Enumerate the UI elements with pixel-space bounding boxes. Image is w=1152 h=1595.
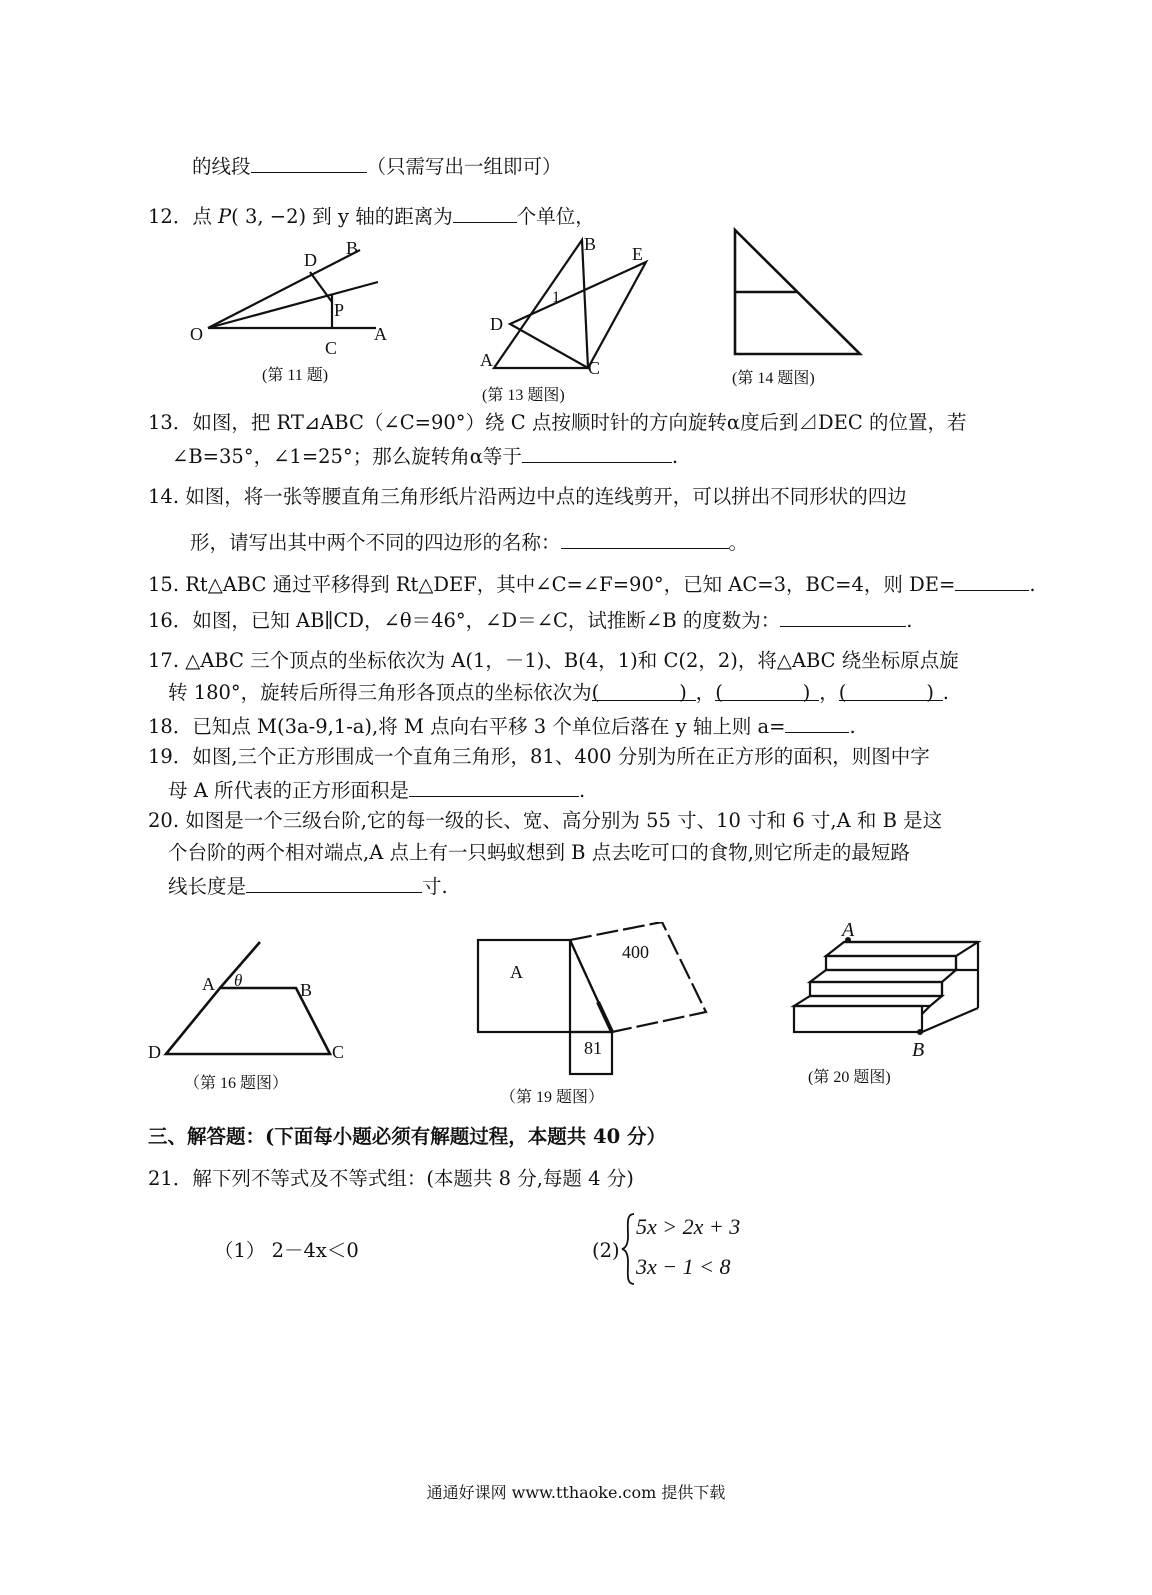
section-3-title: 三、解答题：(下面每小题必须有解题过程，本题共 40 分）: [148, 1125, 666, 1148]
paren-open: (: [715, 681, 723, 704]
q17-line2-prefix: 转 180°，旋转后所得三角形各顶点的坐标依次为: [168, 681, 592, 704]
fig13-label-e: E: [632, 244, 643, 264]
fig13-label-1: 1: [552, 289, 560, 306]
fig13-label-b: B: [584, 234, 597, 254]
question-14-line2: [190, 528, 748, 556]
coordinate-blank-2: [715, 680, 819, 704]
coordinate-blank-1: [591, 680, 696, 704]
fig11-label-c: C: [325, 338, 338, 358]
fig16-caption: （第 16 题图）: [184, 1075, 289, 1092]
figure-13: [470, 230, 670, 408]
fig11-label-p: P: [334, 300, 345, 320]
separator: ，: [819, 681, 839, 704]
answer-blank: [955, 570, 1029, 591]
answer-blank: [409, 776, 579, 797]
fig16-label-b: B: [300, 980, 313, 1000]
fig13-caption: (第 13 题图): [482, 387, 565, 404]
fig20-caption: (第 20 题图): [808, 1069, 891, 1086]
q16-end: .: [906, 609, 913, 632]
question-21-title: 21．解下列不等式及不等式组：(本题共 8 分,每题 4 分): [148, 1167, 634, 1190]
paren-close: ): [802, 681, 811, 704]
fig11-caption: (第 11 题): [262, 367, 329, 384]
paren-open: (: [838, 681, 847, 704]
paren-close: ): [926, 681, 934, 704]
fig20-label-a: A: [842, 920, 855, 941]
fig19-label-400: 400: [622, 942, 649, 962]
fig16-label-a: A: [202, 974, 215, 994]
fig13-label-a: A: [480, 350, 493, 370]
fig19-label-81: 81: [584, 1038, 602, 1058]
q21-system-eq1: 5x > 2x + 3: [636, 1214, 741, 1239]
question-12: [148, 202, 595, 230]
figure-11: [180, 232, 420, 392]
question-14-line1: 14. 如图，将一张等腰直角三角形纸片沿两边中点的连线剪开，可以拼出不同形状的四边: [148, 485, 907, 508]
answer-blank: [561, 528, 729, 549]
q20-line3-end: 寸.: [422, 875, 448, 898]
question-20-line1: 20. 如图是一个三级台阶,它的每一级的长、宽、高分别为 55 寸、10 寸和 6 寸,A 和 B 是这: [148, 809, 943, 832]
q19-line2-end: .: [578, 779, 586, 802]
question-13-line2: [172, 442, 678, 470]
paren-open: (: [591, 681, 600, 704]
figure-14: [724, 222, 874, 394]
coordinate-blank-3: [838, 680, 943, 704]
q19-line2-text: 母 A 所代表的正方形面积是: [168, 779, 409, 802]
q17-end: .: [942, 681, 949, 704]
figure-16: [140, 932, 370, 1100]
q12-prefix: 12．点: [148, 205, 219, 228]
fig11-label-o: O: [190, 324, 203, 344]
fig13-label-c: C: [588, 358, 601, 378]
q21-part1: （1） 2－4x＜0: [214, 1239, 359, 1262]
paren-close: ): [679, 681, 687, 704]
fig19-label-a: A: [510, 962, 523, 982]
fig16-label-d: D: [148, 1042, 161, 1062]
q12-mid: 到 y 轴的距离为: [306, 205, 453, 228]
q18-text: 18．已知点 M(3a-9,1-a),将 M 点向右平移 3 个单位后落在 y 轴上则 a=: [148, 715, 786, 738]
fig14-caption: (第 14 题图): [732, 370, 815, 387]
page-footer: 通通好课网 www.tthaoke.com 提供下载: [426, 1483, 726, 1502]
q20-line3-text: 线长度是: [168, 875, 247, 898]
answer-blank: [453, 202, 517, 223]
q15-text: 15. Rt△ABC 通过平移得到 Rt△DEF，其中∠C=∠F=90°，已知 AC=3，BC=4，则 DE=: [148, 573, 956, 596]
figure-19: [470, 922, 730, 1112]
q13-line2-end: .: [671, 445, 679, 468]
question-19-line2: [168, 776, 585, 804]
answer-blank: [780, 606, 906, 627]
figure-20: [784, 920, 1004, 1090]
q13-line2-text: ∠B=35°，∠1=25°；那么旋转角α等于: [172, 445, 522, 468]
answer-blank: [246, 872, 422, 893]
question-20-line2: 个台阶的两个相对端点,A 点上有一只蚂蚁想到 B 点去吃可口的食物,则它所走的最短路: [168, 841, 910, 864]
question-19-line1: 19．如图,三个正方形围成一个直角三角形，81、400 分别为所在正方形的面积，则图中字: [148, 745, 930, 768]
q14-line2-end: 。: [728, 531, 749, 554]
fig16-label-theta: θ: [234, 971, 243, 990]
fig11-label-a: A: [374, 324, 387, 344]
q16-text: 16．如图，已知 AB∥CD，∠θ＝46°，∠D＝∠C，试推断∠B 的度数为：: [148, 609, 781, 632]
q21-part2-label: (2): [592, 1239, 620, 1262]
fig13-label-d: D: [490, 314, 503, 334]
q11-tail: [192, 152, 562, 180]
question-17-line1: 17. △ABC 三个顶点的坐标依次为 A(1，－1)、B(4，1)和 C(2，2)，将△ABC 绕坐标原点旋: [148, 649, 959, 672]
question-18: [148, 712, 856, 740]
system-brace: [620, 1212, 636, 1286]
answer-blank: [522, 442, 672, 463]
fig19-caption: （第 19 题图）: [500, 1089, 605, 1106]
q18-end: .: [849, 715, 856, 738]
fig11-label-d: D: [304, 250, 317, 270]
question-15: [148, 570, 1036, 598]
question-13-line1: 13．如图，把 RT⊿ABC（∠C=90°）绕 C 点按顺时针的方向旋转α度后到⊿DEC 的位置，若: [148, 411, 967, 434]
question-17-line2: [168, 680, 949, 706]
q14-line2-text: 形，请写出其中两个不同的四边形的名称：: [190, 531, 561, 554]
q12-coord: ( 3, −2): [231, 205, 307, 228]
answer-blank: [251, 152, 367, 173]
q11-tail-text: 的线段: [192, 155, 251, 178]
separator: ，: [695, 681, 716, 704]
question-16: [148, 606, 912, 634]
fig16-label-c: C: [332, 1042, 345, 1062]
question-20-line3: [168, 872, 448, 900]
q12-suffix: 个单位，: [516, 205, 595, 228]
q15-end: .: [1029, 573, 1036, 596]
fig20-label-b: B: [912, 1039, 925, 1061]
q12-point-p: P: [218, 205, 232, 228]
q11-tail-suffix: （只需写出一组即可）: [366, 155, 562, 178]
fig11-label-b: B: [346, 238, 359, 258]
answer-blank: [785, 712, 849, 733]
q21-system-eq2: 3x − 1 < 8: [636, 1254, 731, 1279]
